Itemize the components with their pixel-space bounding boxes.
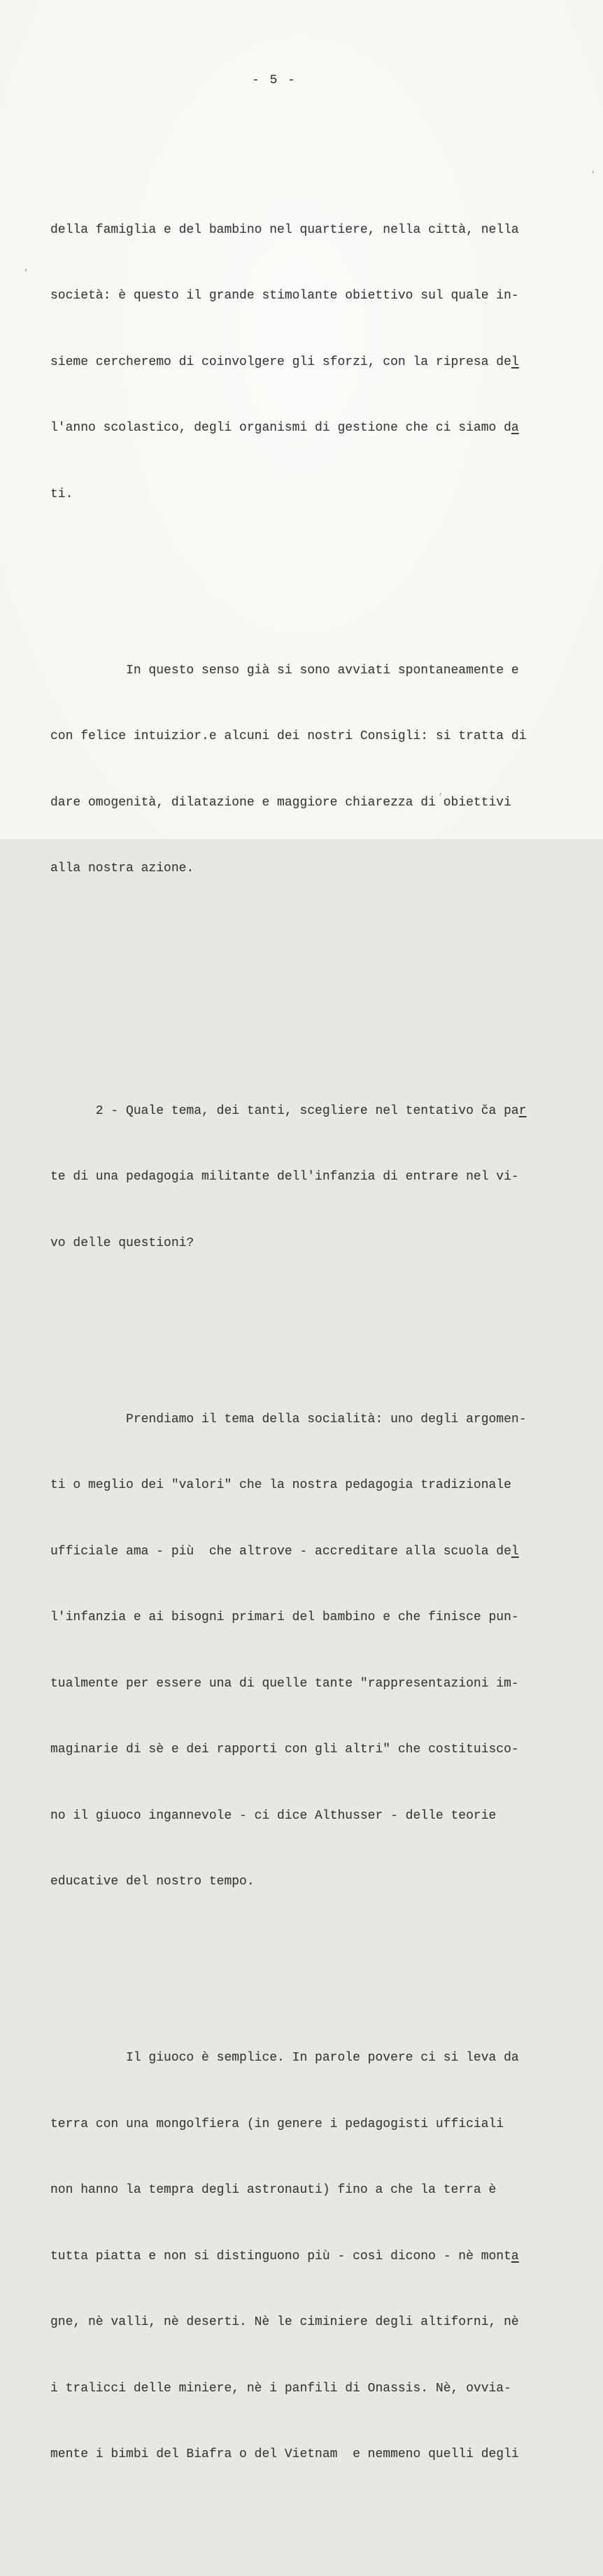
text-line: con felice intuizior.e alcuni dei nostri Consigli: si tratta di <box>50 729 527 743</box>
text-line: non hanno la tempra degli astronauti) fino a che la terra è <box>50 2183 497 2197</box>
text-line: ufficiale ama - più che altrove - accreditare alla scuola del <box>50 1544 519 1559</box>
paragraph-1 <box>50 176 540 550</box>
text-line: In questo senso già si sono avviati spontaneamente e <box>50 663 519 678</box>
text-line: terra con una mongolfiera (in genere i pedagogisti ufficiali <box>50 2117 504 2131</box>
scan-artifact: ' <box>590 170 596 180</box>
typewritten-text <box>50 109 540 2576</box>
text-line: gne, nè valli, nè deserti. Nè le ciminiere degli altiforni, nè <box>50 2315 519 2329</box>
paragraph-5 <box>50 2003 540 2510</box>
scan-artifact: , <box>439 787 444 797</box>
text-line: i tralicci delle miniere, nè i panfili di Onassis. Nè, ovvia- <box>50 2381 511 2396</box>
text-line: tualmente per essere una di quelle tante "rappresentazioni im- <box>50 1676 519 1691</box>
text-line: te di una pedagogia militante dell'infanzia di entrare nel vi- <box>50 1170 519 1184</box>
text-line: maginarie di sè e dei rapporti con gli altri" che costituisco- <box>50 1743 519 1756</box>
text-line: no il giuoco ingannevole - ci dice Althusser - delle teorie <box>50 1808 497 1823</box>
text-line: 2 - Quale tema, dei tanti, scegliere nel tentativo ča par <box>50 1103 527 1118</box>
text-line: vo delle questioni? <box>50 1236 194 1250</box>
text-line: Prendiamo il tema della socialità: uno degli argomen- <box>50 1412 527 1426</box>
text-line: dare omogenità, dilatazione e maggiore chiarezza di obiettivi <box>50 795 511 810</box>
paragraph-2 <box>50 616 540 924</box>
text-line: Il giuoco è semplice. In parole povere ci si leva da <box>50 2051 519 2065</box>
text-line: alla nostra azione. <box>50 861 194 875</box>
text-line: della famiglia e del bambino nel quartiere, nella città, nella <box>50 222 519 237</box>
text-line: ti o meglio dei "valori" che la nostra pedagogia tradizionale <box>50 1478 511 1492</box>
scan-artifact: ' <box>23 268 29 278</box>
text-line: l'infanzia e ai bisogni primari del bambino e che finisce pun- <box>50 1610 519 1624</box>
text-line: ti. <box>50 487 73 501</box>
text-line: l'anno scolastico, degli organismi di gestione che ci siamo da <box>50 421 519 435</box>
text-line: educative del nostro tempo. <box>50 1875 255 1889</box>
text-line: tutta piatta e non si distinguono più - così dicono - nè monta <box>50 2249 519 2263</box>
text-line: mente i bimbi del Biafra o del Vietnam e nemmeno quelli degli <box>50 2447 519 2461</box>
text-line: società: è questo il grande stimolante obiettivo sul quale in- <box>50 289 519 303</box>
text-line: sieme cercheremo di coinvolgere gli sforzi, con la ripresa del <box>50 355 519 369</box>
paragraph-3-section-2 <box>50 1057 540 1299</box>
page-number: - 5 - <box>252 73 297 87</box>
paragraph-4 <box>50 1365 540 1938</box>
